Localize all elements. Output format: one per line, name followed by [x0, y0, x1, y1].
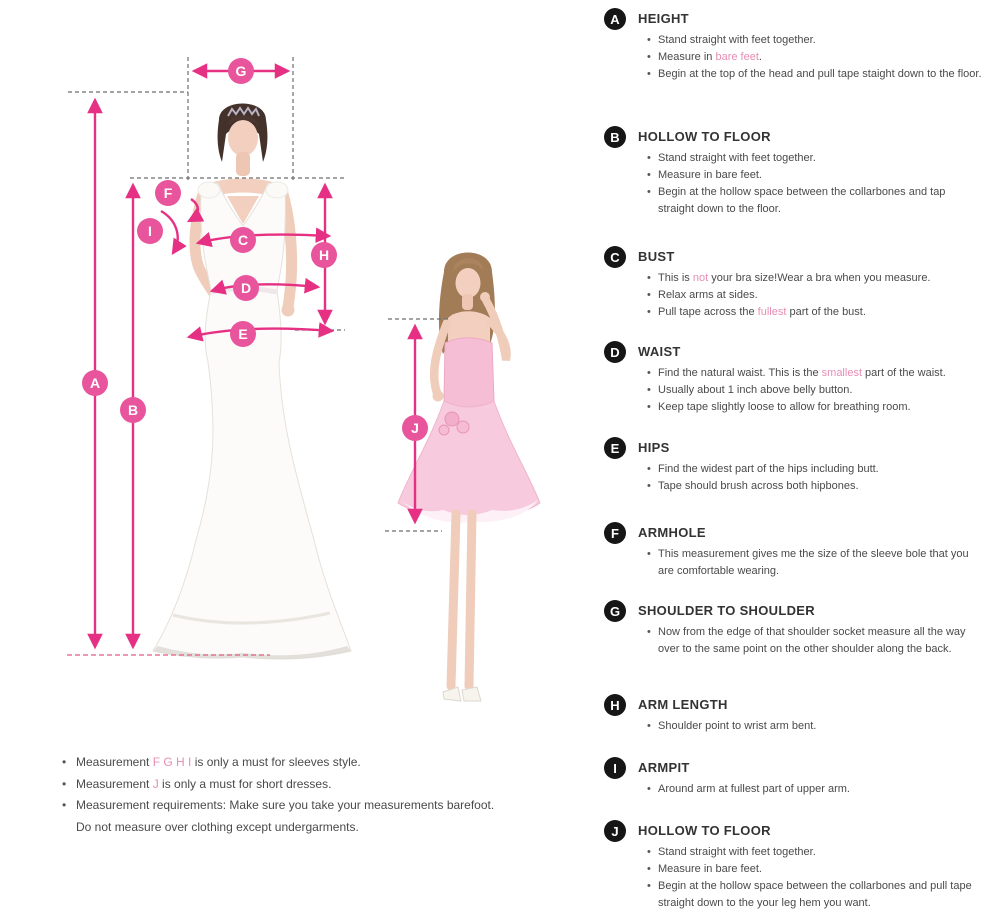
marker-letter: C: [237, 231, 249, 248]
text-segment: Begin at the hollow space between the collarbones and tap straight down to the floor.: [658, 186, 946, 215]
bullet-item: [647, 781, 983, 798]
bullet-dot-icon: •: [62, 776, 67, 791]
bride-model-illustration: [153, 104, 351, 660]
bullet-dot-icon: •: [647, 152, 651, 164]
measure-section-c: [604, 246, 990, 321]
bullet-item: [647, 624, 983, 658]
text-segment: Find the natural waist. This is the: [658, 367, 822, 379]
measure-section-d: [604, 341, 990, 416]
bullet-dot-icon: •: [647, 401, 651, 413]
letter-badge: E: [604, 437, 626, 459]
letter-badge: D: [604, 341, 626, 363]
bullet-dot-icon: •: [647, 169, 651, 181]
measure-section-i: [604, 757, 990, 798]
text-segment: Usually about 1 inch above belly button.: [658, 384, 853, 396]
marker-letter: B: [127, 401, 139, 418]
section-bullet-list: [638, 546, 983, 580]
note-line: [62, 817, 562, 839]
section-title: HIPS: [638, 440, 670, 455]
bullet-dot-icon: •: [62, 755, 67, 769]
marker-letter: I: [148, 222, 152, 239]
marker-b: [120, 397, 146, 423]
section-body: [638, 341, 990, 416]
arrow-i-armpit: [161, 211, 178, 253]
section-title: SHOULDER TO SHOULDER: [638, 603, 815, 618]
section-bullet-list: [638, 270, 983, 321]
bullet-dot-icon: •: [647, 480, 651, 492]
measure-section-a: [604, 8, 990, 83]
section-body: [638, 820, 990, 912]
bullet-item: [647, 150, 983, 167]
text-segment: Measure in: [658, 51, 716, 63]
measure-section-f: [604, 522, 990, 580]
text-segment: Stand straight with feet together.: [658, 34, 816, 46]
highlighted-text: not: [692, 272, 709, 284]
marker-c: [230, 227, 256, 253]
bullet-item: [647, 167, 983, 184]
section-body: [638, 126, 990, 218]
marker-letter: J: [411, 419, 419, 436]
bullet-dot-icon: •: [647, 289, 651, 301]
text-segment: Find the widest part of the hips including butt.: [658, 463, 879, 475]
bullet-item: [647, 478, 983, 495]
bullet-dot-icon: •: [647, 863, 651, 875]
marker-h: [311, 242, 337, 268]
letter-badge: B: [604, 126, 626, 148]
marker-letter: E: [238, 325, 248, 342]
section-title: ARMPIT: [638, 760, 690, 775]
marker-e: [230, 321, 256, 347]
text-segment: Measure in bare feet.: [658, 169, 762, 181]
highlighted-text: J: [152, 776, 159, 791]
marker-letter: H: [318, 246, 330, 263]
text-segment: Measure in bare feet.: [658, 863, 762, 875]
bullet-dot-icon: •: [62, 798, 67, 812]
bullet-item: [647, 382, 983, 399]
bullet-dot-icon: •: [647, 626, 651, 638]
section-body: [638, 694, 990, 735]
marker-a: [82, 370, 108, 396]
highlighted-text: F G H I: [152, 755, 192, 769]
bullet-item: [647, 861, 983, 878]
bullet-dot-icon: •: [647, 34, 651, 46]
letter-badge: J: [604, 820, 626, 842]
marker-letter: G: [235, 62, 247, 79]
section-body: [638, 757, 990, 798]
marker-j: [402, 415, 428, 441]
bullet-item: [647, 287, 983, 304]
bullet-dot-icon: •: [647, 846, 651, 858]
highlighted-text: smallest: [821, 367, 862, 379]
section-body: [638, 8, 990, 83]
bullet-item: [647, 365, 983, 382]
section-title: WAIST: [638, 344, 681, 359]
note-line: [62, 774, 562, 796]
measurement-notes: [62, 752, 562, 838]
text-segment: Measurement requirements: Make sure you take your measurements barefoot.: [76, 798, 495, 812]
text-segment: This is: [658, 272, 693, 284]
measure-section-g: [604, 600, 990, 658]
section-body: [638, 246, 990, 321]
section-title: BUST: [638, 249, 675, 264]
text-segment: Around arm at fullest part of upper arm.: [658, 783, 850, 795]
text-segment: .: [758, 51, 762, 63]
text-segment: Measurement: [76, 755, 153, 769]
bullet-item: [647, 270, 983, 287]
highlighted-text: fullest: [757, 306, 787, 318]
marker-g: [228, 58, 254, 84]
marker-letter: D: [240, 279, 252, 296]
section-title: HOLLOW TO FLOOR: [638, 823, 771, 838]
text-segment: Measurement: [76, 776, 153, 791]
bullet-item: [647, 878, 983, 912]
text-segment: Shoulder point to wrist arm bent.: [658, 720, 817, 732]
measure-section-j: [604, 820, 990, 912]
note-line: [62, 752, 562, 774]
section-bullet-list: [638, 718, 983, 735]
bullet-dot-icon: •: [647, 720, 651, 732]
section-title: HOLLOW TO FLOOR: [638, 129, 771, 144]
section-title: ARM LENGTH: [638, 697, 728, 712]
bullet-dot-icon: •: [647, 463, 651, 475]
bullet-dot-icon: •: [647, 272, 651, 284]
marker-letter: F: [163, 184, 173, 201]
note-line: [62, 795, 562, 817]
text-segment: Begin at the top of the head and pull tape staight down to the floor.: [658, 68, 982, 80]
bullet-dot-icon: •: [647, 367, 651, 379]
text-segment: part of the bust.: [786, 306, 866, 318]
bullet-item: [647, 844, 983, 861]
section-body: [638, 522, 990, 580]
bullet-dot-icon: •: [647, 548, 651, 560]
text-segment: Begin at the hollow space between the collarbones and pull tape straight down to the your leg hem you want.: [658, 880, 972, 909]
text-segment: is only a must for short dresses.: [158, 776, 332, 791]
letter-badge: A: [604, 8, 626, 30]
letter-badge: C: [604, 246, 626, 268]
text-segment: part of the waist.: [862, 367, 946, 379]
text-segment: Pull tape across the: [658, 306, 758, 318]
bullet-item: [647, 66, 983, 83]
bullet-item: [647, 32, 983, 49]
letter-badge: H: [604, 694, 626, 716]
bullet-dot-icon: •: [647, 186, 651, 198]
section-bullet-list: [638, 781, 983, 798]
section-bullet-list: [638, 624, 983, 658]
section-title: ARMHOLE: [638, 525, 706, 540]
section-bullet-list: [638, 365, 983, 416]
text-segment: Do not measure over clothing except undergarments.: [76, 819, 359, 834]
section-bullet-list: [638, 150, 983, 218]
bullet-dot-icon: •: [647, 783, 651, 795]
bullet-item: [647, 184, 983, 218]
letter-badge: G: [604, 600, 626, 622]
bullet-dot-icon: •: [647, 51, 651, 63]
bullet-dot-icon: •: [647, 306, 651, 318]
bullet-dot-icon: •: [647, 384, 651, 396]
text-segment: Keep tape slightly loose to allow for breathing room.: [658, 401, 911, 413]
marker-letter: A: [89, 374, 101, 391]
text-segment: is only a must for sleeves style.: [191, 755, 361, 769]
letter-badge: I: [604, 757, 626, 779]
bullet-item: [647, 718, 983, 735]
text-segment: Now from the edge of that shoulder socket measure all the way over to the same point on the other shoulder along the back.: [658, 626, 966, 655]
measure-section-h: [604, 694, 990, 735]
measure-section-b: [604, 126, 990, 218]
bullet-item: [647, 546, 983, 580]
bullet-item: [647, 304, 983, 321]
section-bullet-list: [638, 32, 983, 83]
measure-sections: [604, 0, 996, 915]
text-segment: Stand straight with feet together.: [658, 152, 816, 164]
short-dress-model-illustration: [398, 253, 540, 702]
measure-section-e: [604, 437, 990, 495]
section-title: HEIGHT: [638, 11, 689, 26]
section-body: [638, 437, 990, 495]
marker-f: [155, 180, 181, 206]
letter-badge: F: [604, 522, 626, 544]
marker-i: [137, 218, 163, 244]
section-bullet-list: [638, 461, 983, 495]
text-segment: Tape should brush across both hipbones.: [658, 480, 859, 492]
section-body: [638, 600, 990, 658]
bullet-dot-icon: •: [647, 68, 651, 80]
highlighted-text: bare feet: [715, 51, 759, 63]
bullet-item: [647, 49, 983, 66]
bullet-dot-icon: •: [647, 880, 651, 892]
bullet-item: [647, 399, 983, 416]
text-segment: This measurement gives me the size of the sleeve bole that you are comfortable wearing.: [658, 548, 969, 577]
marker-d: [233, 275, 259, 301]
text-segment: your bra size!Wear a bra when you measure.: [708, 272, 931, 284]
text-segment: Relax arms at sides.: [658, 289, 758, 301]
text-segment: Stand straight with feet together.: [658, 846, 816, 858]
section-bullet-list: [638, 844, 983, 912]
bullet-item: [647, 461, 983, 478]
